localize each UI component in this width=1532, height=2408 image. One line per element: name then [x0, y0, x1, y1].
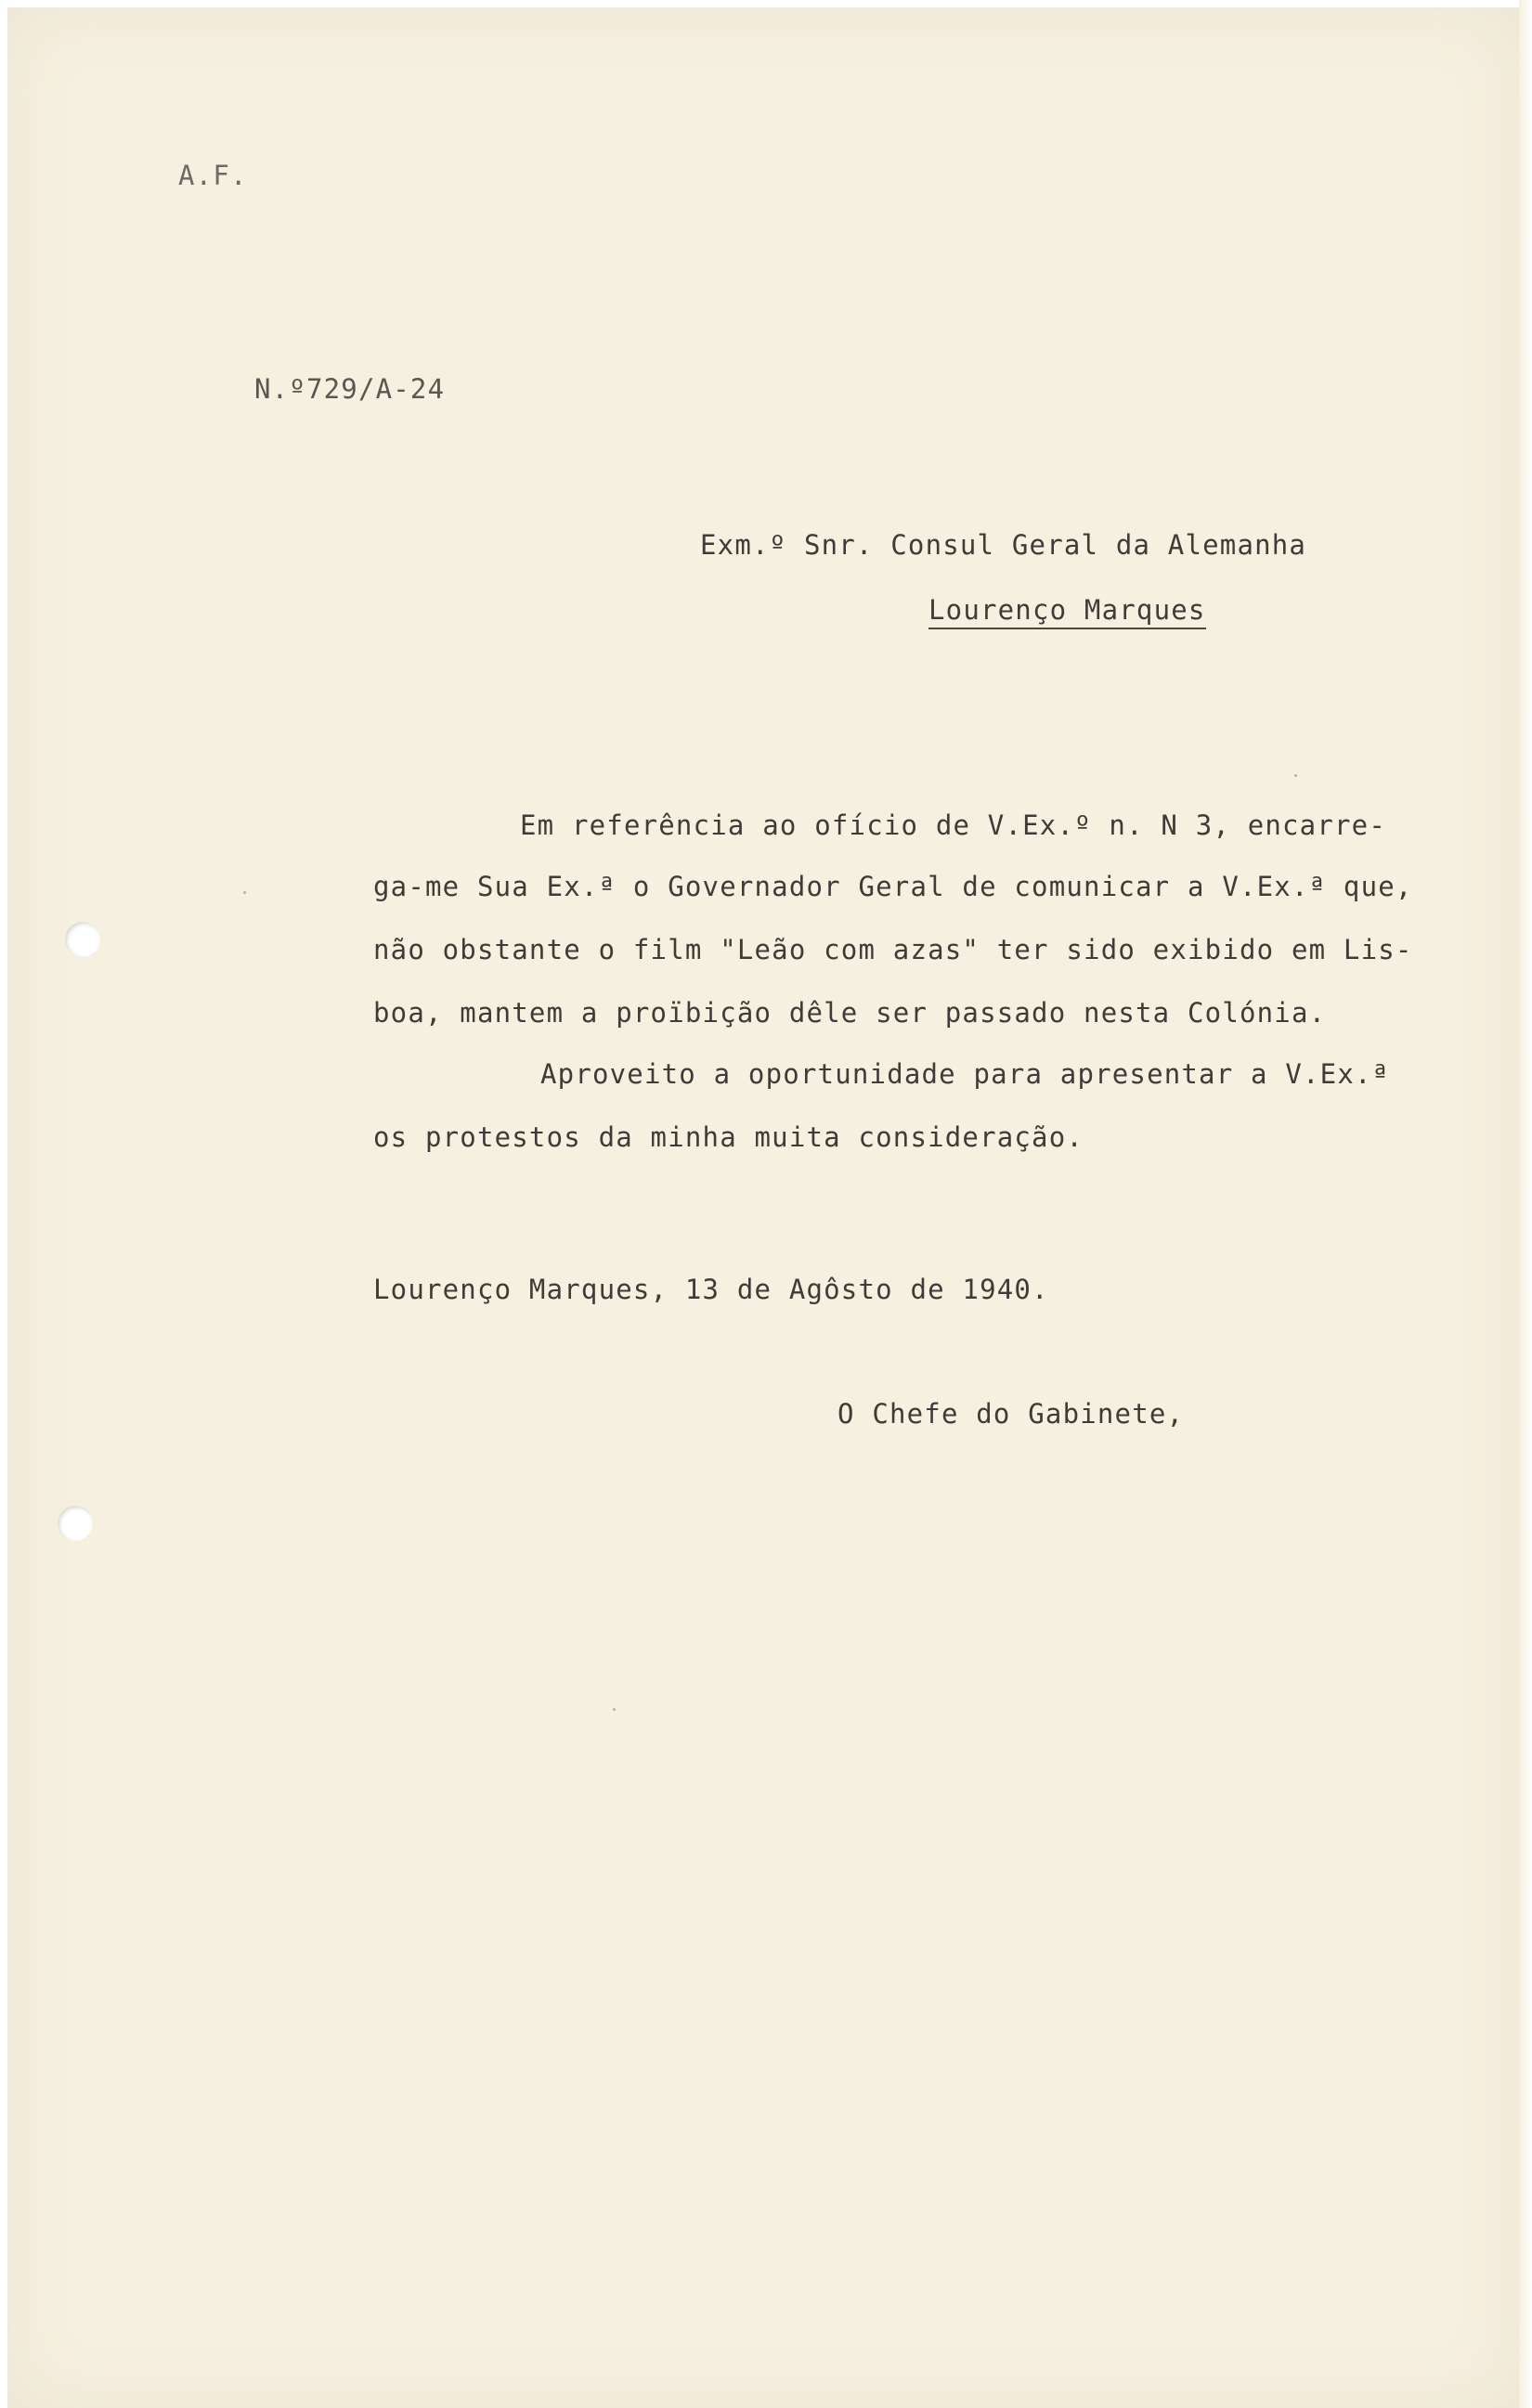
- punch-hole-upper: [65, 922, 100, 957]
- document-number: N.º729/A-24: [254, 373, 446, 405]
- body-line: ga-me Sua Ex.ª o Governador Geral de comunicar a V.Ex.ª que,: [373, 871, 1413, 902]
- recipient-location: Lourenço Marques: [928, 594, 1206, 629]
- body-line: os protestos da minha muita consideração.: [373, 1121, 1084, 1153]
- file-reference: A.F.: [178, 160, 248, 191]
- body-line: Em referência ao ofício de V.Ex.º n. N 3, encarre-: [520, 809, 1386, 841]
- page-edge: [1519, 0, 1532, 2408]
- signature-line: O Chefe do Gabinete,: [837, 1398, 1185, 1430]
- body-line: Aproveito a oportunidade para apresentar a V.Ex.ª: [540, 1058, 1390, 1090]
- body-line: não obstante o film "Leão com azas" ter sido exibido em Lis-: [373, 934, 1413, 965]
- paper-speck: [1294, 774, 1297, 777]
- letter-page: [7, 7, 1520, 2408]
- recipient-title: Exm.º Snr. Consul Geral da Alemanha: [700, 529, 1307, 561]
- paper-speck: [243, 891, 246, 894]
- punch-hole-lower: [58, 1506, 93, 1541]
- body-line: boa, mantem a proïbição dêle ser passado nesta Colónia.: [373, 997, 1327, 1029]
- paper-speck: [613, 1708, 616, 1711]
- date-line: Lourenço Marques, 13 de Agôsto de 1940.: [373, 1274, 1049, 1305]
